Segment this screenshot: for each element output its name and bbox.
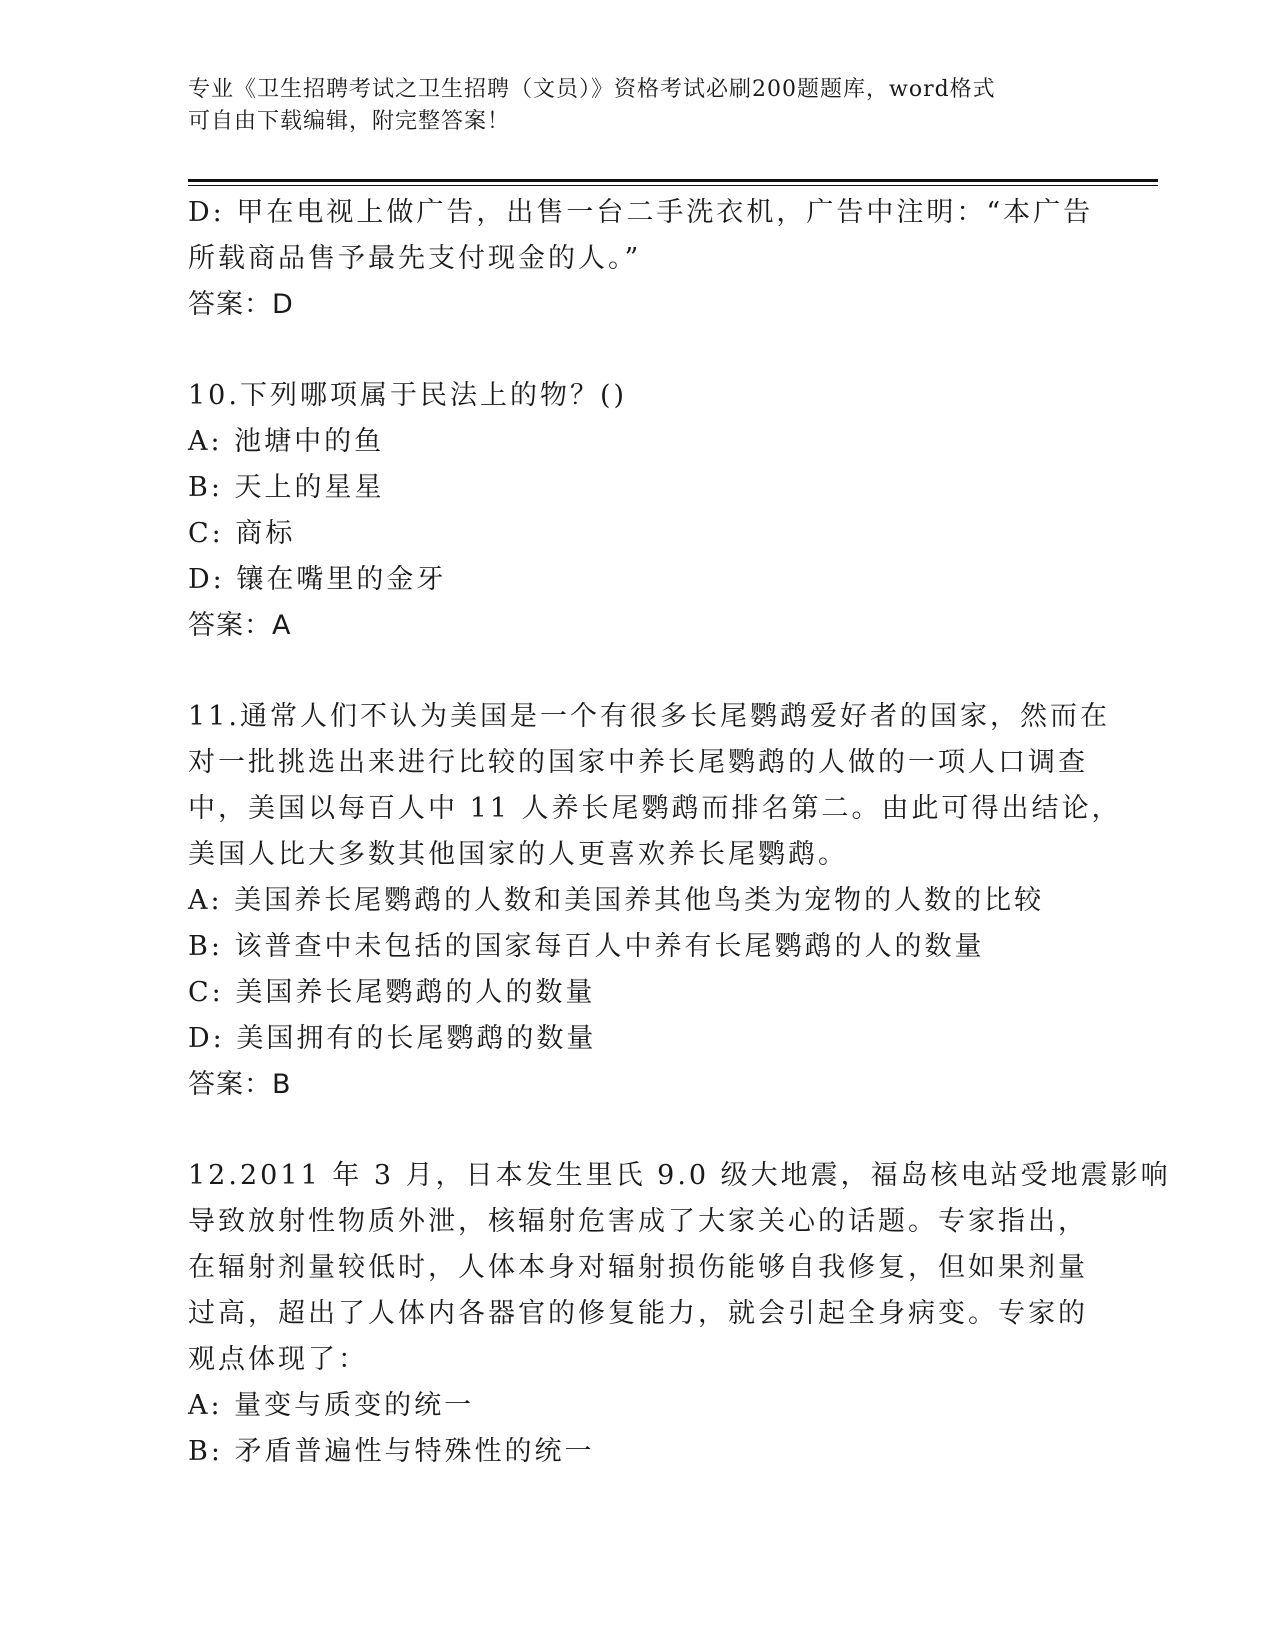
option-c: C: 美国养长尾鹦鹉的人的数量 (188, 977, 596, 1008)
question-stem-line: 11.通常人们不认为美国是一个有很多长尾鹦鹉爱好者的国家，然而在 (188, 701, 1110, 732)
answer-line: 答案：B (188, 1069, 292, 1100)
question-stem-line: 观点体现了： (188, 1344, 368, 1375)
header-divider-thick (188, 179, 1158, 182)
option-a: A: 池塘中的鱼 (188, 426, 385, 457)
question-stem-line: 过高，超出了人体内各器官的修复能力，就会引起全身病变。专家的 (188, 1298, 1088, 1329)
option-d: D: 镶在嘴里的金牙 (188, 564, 447, 595)
header-divider-thin (188, 185, 1158, 186)
option-d: D: 美国拥有的长尾鹦鹉的数量 (188, 1023, 597, 1054)
question-stem-line: 10.下列哪项属于民法上的物？() (188, 380, 628, 411)
header-title-line-2: 可自由下载编辑，附完整答案！ (188, 109, 511, 134)
option-b: B: 矛盾普遍性与特殊性的统一 (188, 1436, 595, 1467)
answer-line: 答案：A (188, 610, 292, 641)
option-b: B: 天上的星星 (188, 472, 385, 503)
question-stem-line: 在辐射剂量较低时，人体本身对辐射损伤能够自我修复，但如果剂量 (188, 1252, 1088, 1283)
question-stem-line: 对一批挑选出来进行比较的国家中养长尾鹦鹉的人做的一项人口调查 (188, 747, 1088, 778)
spacer (188, 1108, 1088, 1153)
spacer (188, 649, 1088, 694)
question-stem-line: 中，美国以每百人中 11 人养长尾鹦鹉而排名第二。由此可得出结论， (188, 793, 1122, 824)
document-header (188, 74, 1088, 138)
option-d-line: D: 甲在电视上做广告，出售一台二手洗衣机，广告中注明：“本广告 (188, 197, 1094, 228)
option-a: A: 量变与质变的统一 (188, 1390, 475, 1421)
header-title-line-1: 专业《卫生招聘考试之卫生招聘（文员）》资格考试必刷200题题库，word格式 (188, 77, 996, 102)
question-stem-line: 美国人比大多数其他国家的人更喜欢养长尾鹦鹉。 (188, 839, 848, 870)
spacer (188, 328, 1088, 373)
question-stem-line: 12.2011 年 3 月，日本发生里氏 9.0 级大地震，福岛核电站受地震影响 (188, 1160, 1171, 1191)
option-c: C: 商标 (188, 518, 296, 549)
answer-line: 答案：D (188, 289, 294, 320)
option-d-line: 所载商品售予最先支付现金的人。” (188, 243, 642, 274)
question-stem-line: 导致放射性物质外泄，核辐射危害成了大家关心的话题。专家指出， (188, 1206, 1088, 1237)
option-a: A: 美国养长尾鹦鹉的人数和美国养其他鸟类为宠物的人数的比较 (188, 885, 1045, 916)
document-body (188, 190, 1171, 1475)
option-b: B: 该普查中未包括的国家每百人中养有长尾鹦鹉的人的数量 (188, 931, 985, 962)
